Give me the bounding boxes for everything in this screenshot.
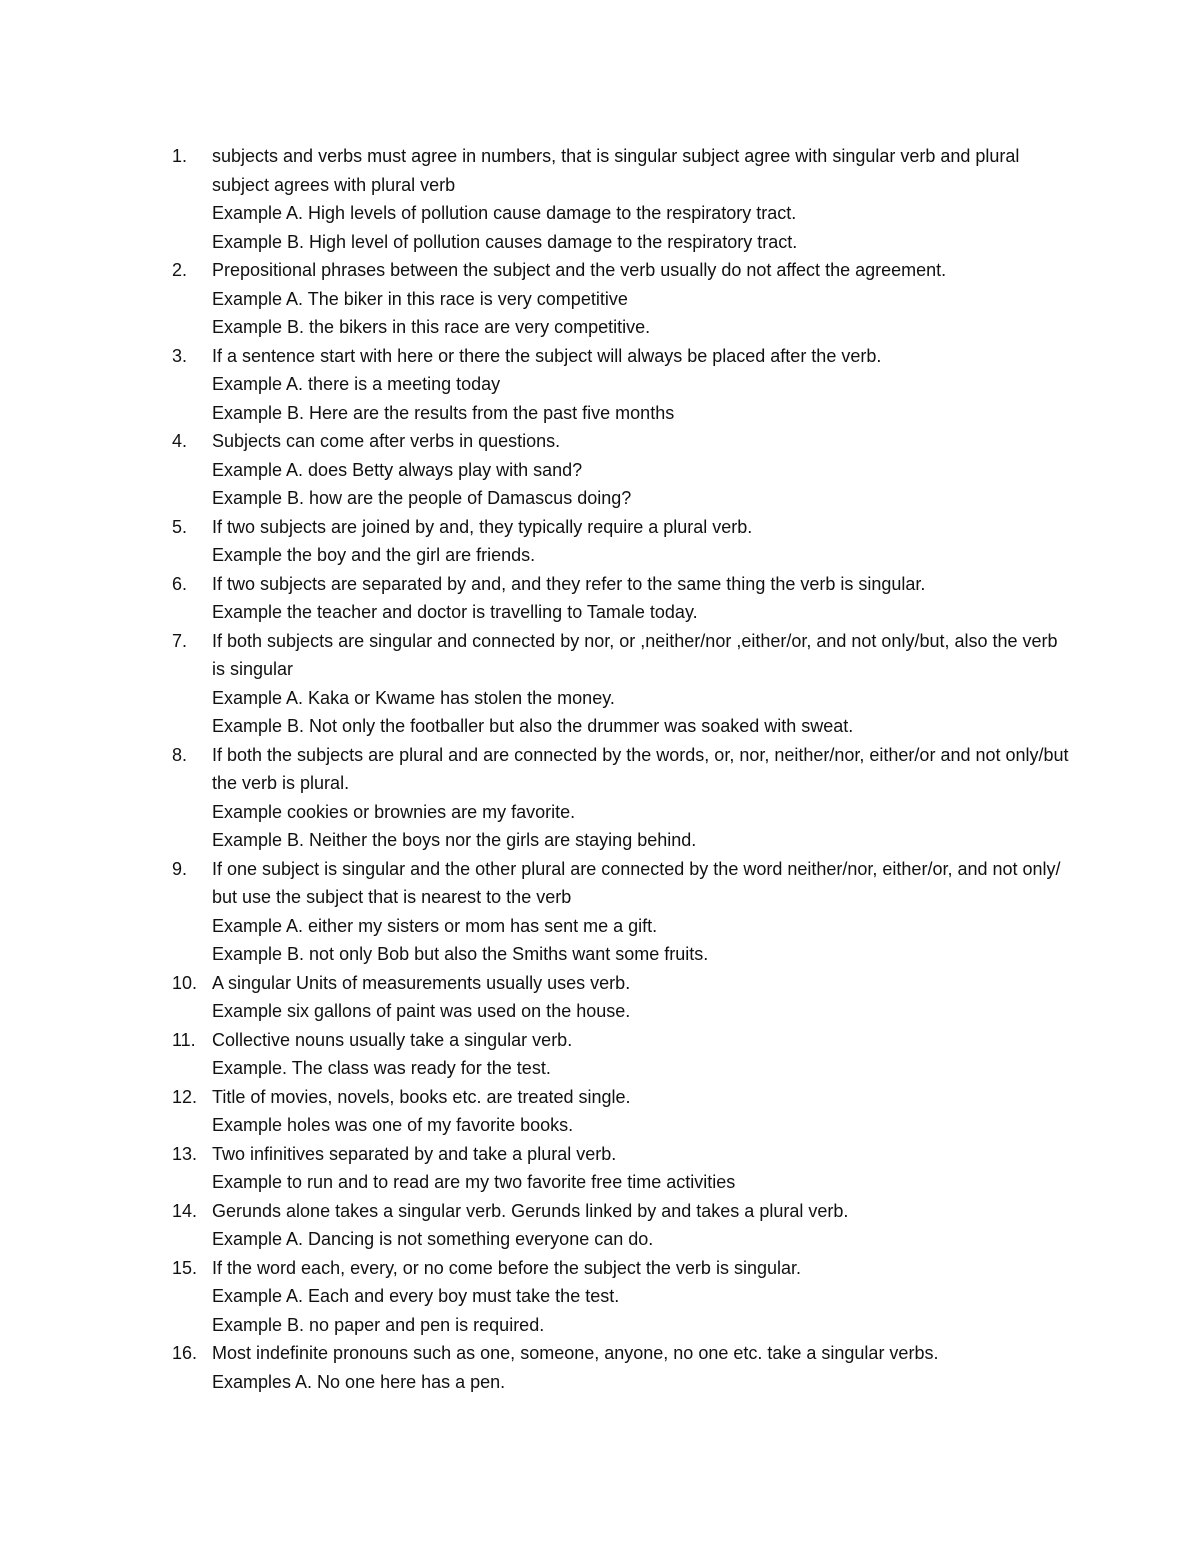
rule-number: 6. (172, 573, 188, 594)
rule-item (172, 513, 1072, 570)
rule-example: Example the teacher and doctor is travelling to Tamale today. (212, 602, 698, 622)
rule-number: 2. (172, 260, 188, 280)
rule-item (172, 142, 1072, 256)
rule-body (212, 855, 1072, 969)
rule-body (212, 1254, 1072, 1340)
rule-example: Example B. Not only the footballer but also the drummer was soaked with sweat. (212, 716, 854, 736)
rule-example: Examples A. No one here has a pen. (212, 1371, 506, 1392)
rule-item (172, 627, 1072, 741)
rule-number: 9. (172, 858, 188, 879)
rule-example: Example B. High level of pollution causes damage to the respiratory tract. (212, 231, 798, 252)
rule-number: 10. (172, 972, 198, 993)
rule-body (212, 342, 1072, 428)
rule-item (172, 855, 1072, 969)
rule-number: 14. (172, 1200, 198, 1221)
rule-text: If both subjects are singular and connected by nor, or ,neither/nor ,either/or, and not only/but, also the verb is singular (212, 630, 1058, 679)
rule-body (212, 741, 1072, 855)
rule-item (172, 1083, 1072, 1140)
rule-body (212, 256, 1072, 342)
rule-text: If a sentence start with here or there the subject will always be placed after the verb. (212, 345, 882, 366)
rule-text: Most indefinite pronouns such as one, someone, anyone, no one etc. take a singular verbs. (212, 1343, 939, 1363)
rule-number: 8. (172, 744, 188, 765)
rule-text: If both the subjects are plural and are connected by the words, or, nor, neither/nor, either/or and not only/but the verb is plural. (212, 744, 1069, 793)
rule-item (172, 342, 1072, 428)
rule-text: Prepositional phrases between the subject and the verb usually do not affect the agreement. (212, 260, 947, 280)
rule-item (172, 427, 1072, 513)
rule-example: Example. The class was ready for the test. (212, 1058, 551, 1078)
rule-item (172, 1026, 1072, 1083)
rule-example: Example A. Each and every boy must take the test. (212, 1286, 620, 1306)
rule-number: 12. (172, 1086, 198, 1107)
rule-number: 16. (172, 1343, 198, 1363)
rule-body (212, 627, 1072, 741)
rule-item (172, 1197, 1072, 1254)
rule-example: Example B. how are the people of Damascus doing? (212, 488, 632, 508)
rule-number: 11. (172, 1029, 196, 1050)
rule-text: A singular Units of measurements usually uses verb. (212, 972, 631, 993)
rule-item (172, 256, 1072, 342)
rule-body (212, 1083, 1072, 1140)
rule-number: 5. (172, 516, 188, 537)
rule-text: If the word each, every, or no come before the subject the verb is singular. (212, 1257, 801, 1278)
rule-number: 13. (172, 1143, 198, 1164)
rule-example: Example B. not only Bob but also the Smiths want some fruits. (212, 944, 709, 964)
rule-number: 15. (172, 1257, 198, 1278)
rule-body (212, 1140, 1072, 1197)
rule-body (212, 427, 1072, 513)
rule-number: 1. (172, 146, 188, 166)
rule-example: Example A. does Betty always play with sand? (212, 459, 583, 480)
rule-number: 7. (172, 630, 188, 651)
rule-example: Example A. there is a meeting today (212, 374, 501, 394)
rule-example: Example A. Dancing is not something everyone can do. (212, 1229, 654, 1249)
rule-text: If two subjects are separated by and, and they refer to the same thing the verb is singular. (212, 573, 926, 594)
rule-example: Example the boy and the girl are friends. (212, 545, 536, 565)
rule-number: 4. (172, 431, 188, 451)
rule-text: Subjects can come after verbs in questions. (212, 431, 561, 451)
rule-item (172, 570, 1072, 627)
rule-example: Example A. The biker in this race is very competitive (212, 288, 628, 309)
rule-item (172, 741, 1072, 855)
rule-example: Example A. Kaka or Kwame has stolen the money. (212, 687, 615, 708)
rule-item (172, 1140, 1072, 1197)
rule-example: Example holes was one of my favorite books. (212, 1115, 574, 1135)
rule-body (212, 969, 1072, 1026)
rule-text: If one subject is singular and the other plural are connected by the word neither/nor, either/or, and not only/ but use the subject that is nearest to the verb (212, 858, 1061, 907)
rule-body (212, 1197, 1072, 1254)
rule-item (172, 1339, 1072, 1396)
rule-number: 3. (172, 345, 188, 366)
rule-text: If two subjects are joined by and, they typically require a plural verb. (212, 516, 753, 537)
rule-text: Two infinitives separated by and take a plural verb. (212, 1143, 617, 1164)
rule-example: Example B. Neither the boys nor the girls are staying behind. (212, 830, 697, 850)
rule-text: subjects and verbs must agree in numbers, that is singular subject agree with singular verb and plural subject agrees with plural verb (212, 146, 1020, 195)
rule-example: Example six gallons of paint was used on the house. (212, 1001, 631, 1021)
rule-example: Example B. the bikers in this race are very competitive. (212, 317, 651, 337)
rule-text: Title of movies, novels, books etc. are treated single. (212, 1086, 631, 1107)
rules-list (172, 142, 1072, 1396)
rule-example: Example to run and to read are my two favorite free time activities (212, 1172, 736, 1192)
rule-body (212, 142, 1072, 256)
rule-text: Collective nouns usually take a singular verb. (212, 1029, 573, 1050)
rule-example: Example cookies or brownies are my favorite. (212, 801, 576, 822)
rule-body (212, 1026, 1072, 1083)
rule-example: Example B. no paper and pen is required. (212, 1314, 545, 1335)
rule-item (172, 969, 1072, 1026)
rule-example: Example A. either my sisters or mom has sent me a gift. (212, 915, 658, 936)
rule-example: Example B. Here are the results from the past five months (212, 402, 675, 423)
rule-body (212, 513, 1072, 570)
rule-item (172, 1254, 1072, 1340)
rule-body (212, 1339, 1072, 1396)
rule-text: Gerunds alone takes a singular verb. Gerunds linked by and takes a plural verb. (212, 1200, 849, 1221)
rule-example: Example A. High levels of pollution cause damage to the respiratory tract. (212, 203, 797, 223)
rule-body (212, 570, 1072, 627)
